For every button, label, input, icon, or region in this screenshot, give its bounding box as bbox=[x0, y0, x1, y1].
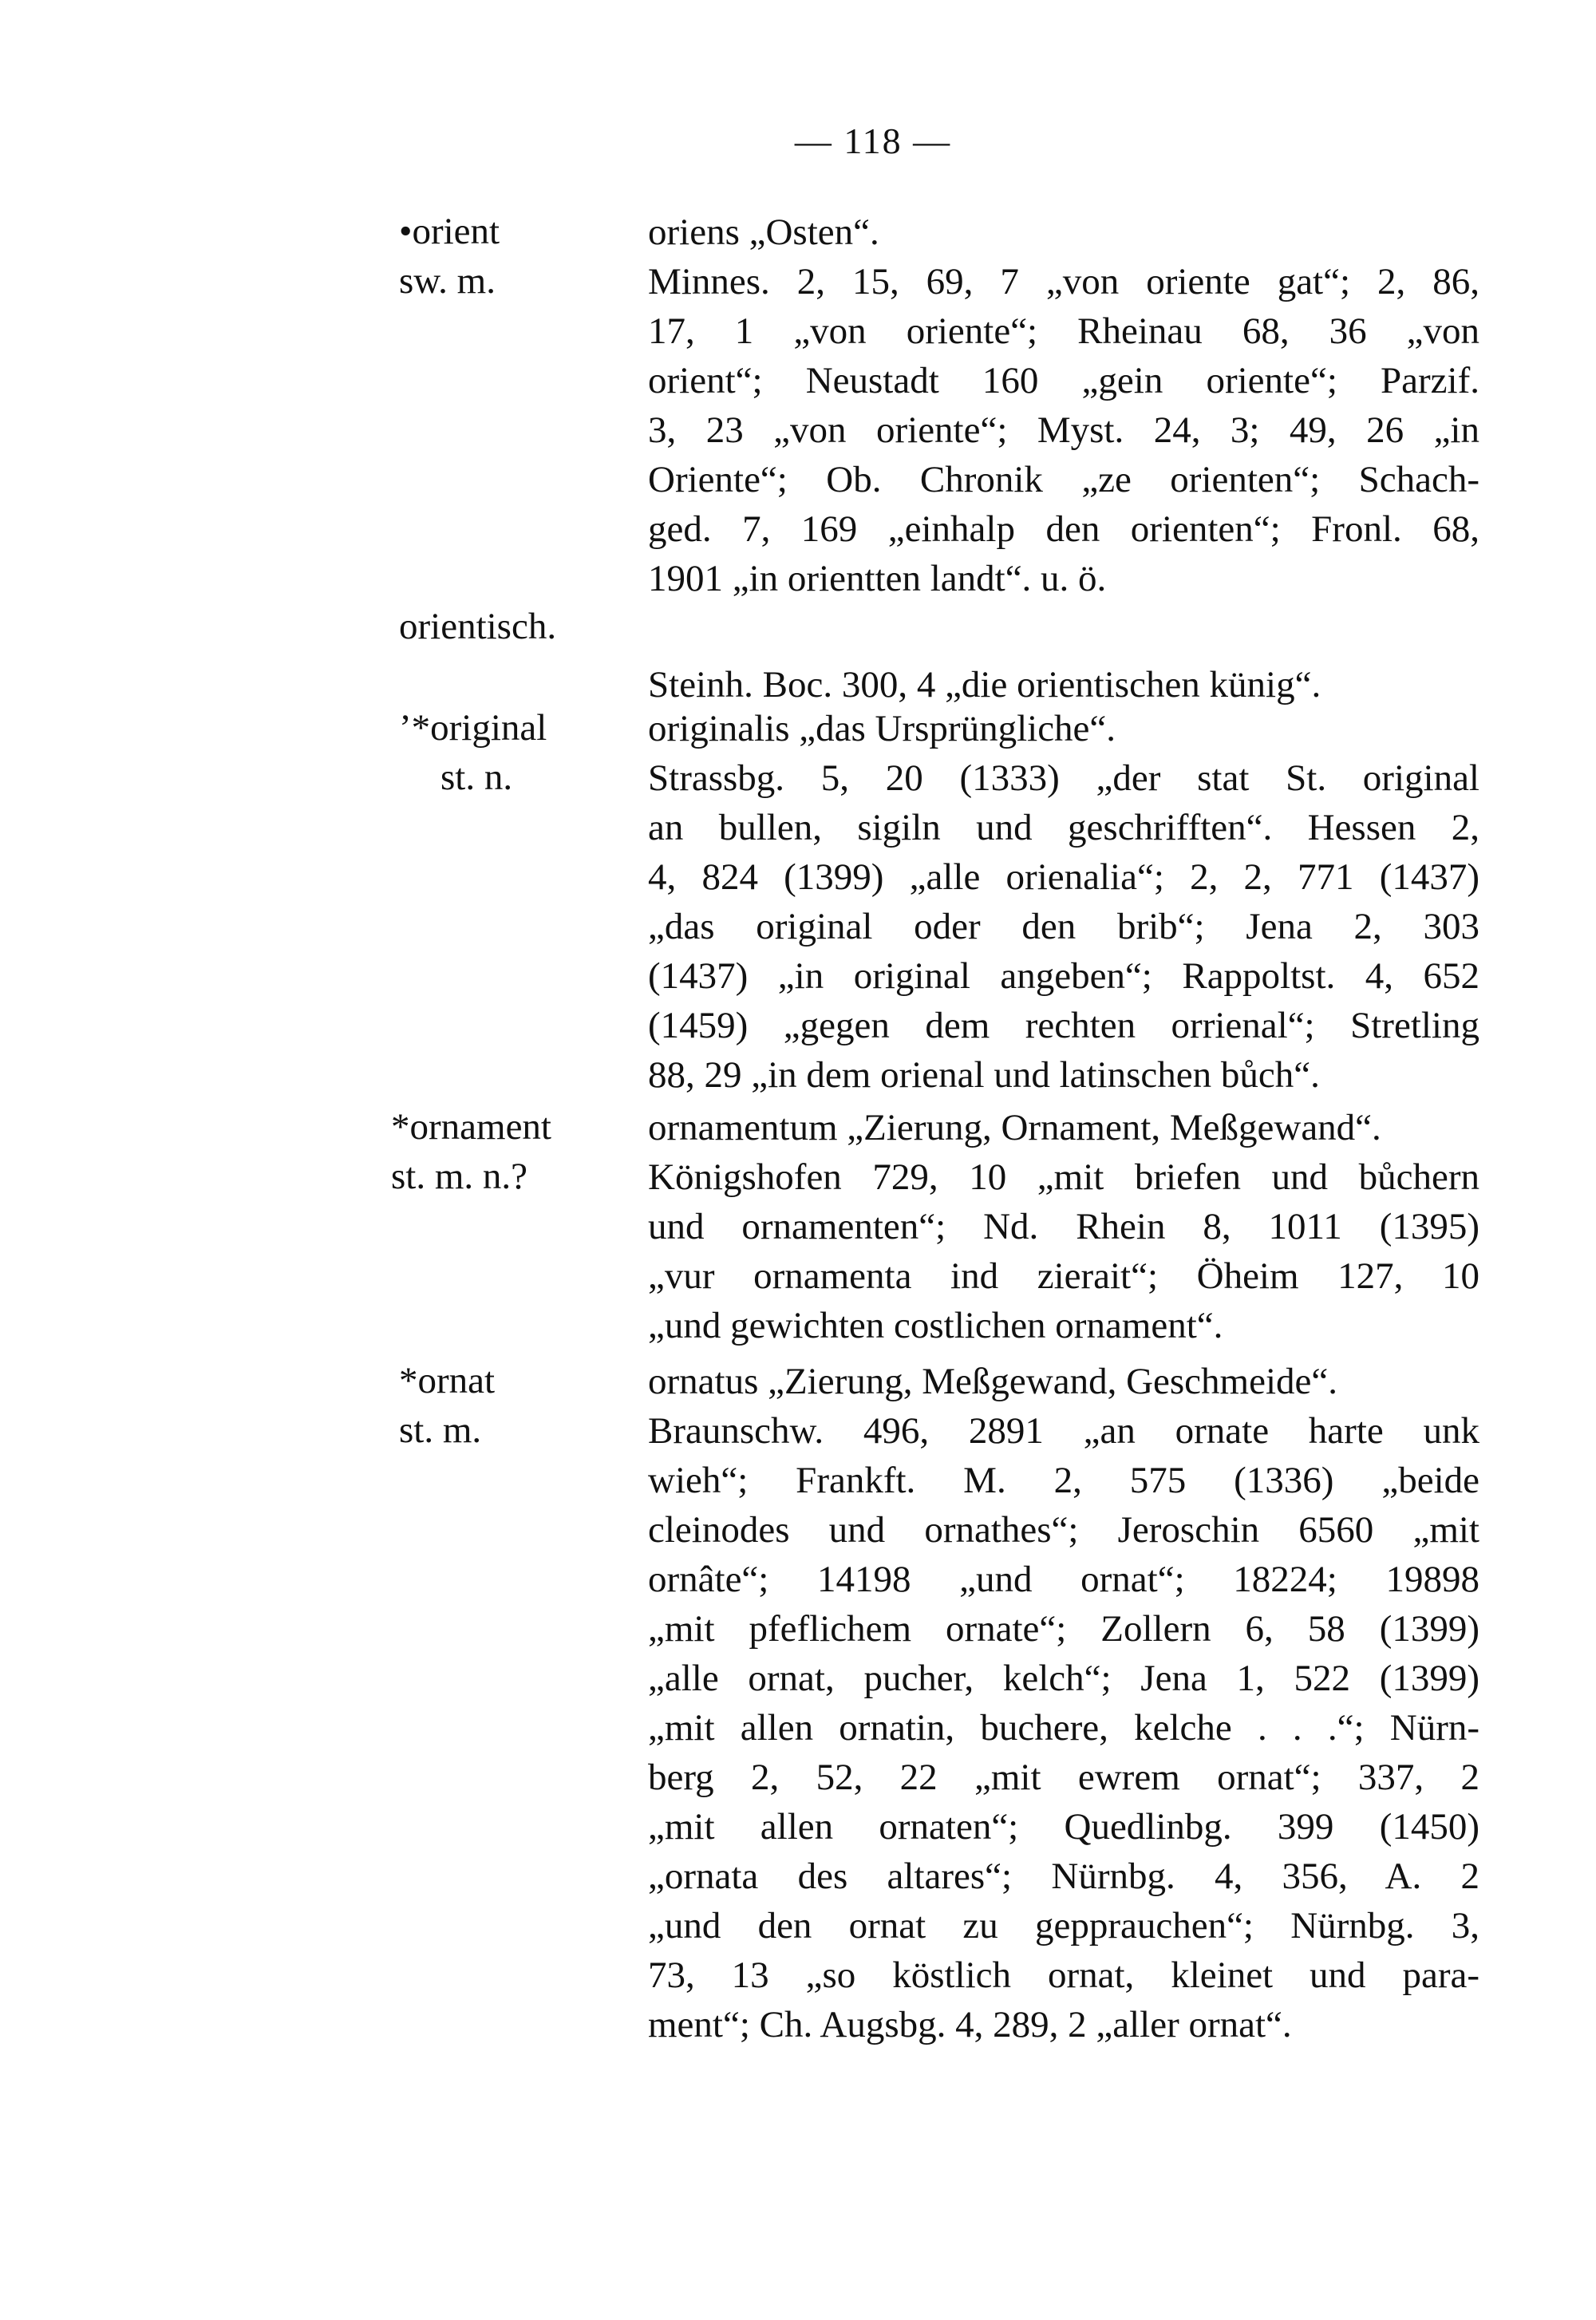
entry-text-line: und ornamenten“; Nd. Rhein 8, 1011 (1395) bbox=[648, 1206, 1479, 1247]
entry-text-line: „mit allen ornatin, buchere, kelche . . .“; Nürn- bbox=[648, 1707, 1479, 1749]
entry-lemma: st. m. n.? bbox=[391, 1156, 528, 1197]
entry-text-line: berg 2, 52, 22 „mit ewrem ornat“; 337, 2 bbox=[648, 1757, 1479, 1798]
entry-text-line: 4, 824 (1399) „alle orienalia“; 2, 2, 771 (1437) bbox=[648, 856, 1479, 898]
entry-text-line: ornâte“; 14198 „und ornat“; 18224; 19898 bbox=[648, 1559, 1479, 1600]
entry-text-line: (1459) „gegen dem rechten orrienal“; Stretling bbox=[648, 1005, 1479, 1046]
entry-text-line: Braunschw. 496, 2891 „an ornate harte unk bbox=[648, 1410, 1479, 1452]
entry-text-line: orient“; Neustadt 160 „gein oriente“; Parzif. bbox=[648, 360, 1479, 401]
entry-text-line: 73, 13 „so köstlich ornat, kleinet und para- bbox=[648, 1954, 1479, 1996]
entry-text-line: ment“; Ch. Augsbg. 4, 289, 2 „aller ornat“. bbox=[648, 2004, 1292, 2045]
entry-text-line: 1901 „in orientten landt“. u. ö. bbox=[648, 558, 1107, 599]
entry-lemma: sw. m. bbox=[399, 260, 496, 302]
entry-text-line: „und gewichten costlichen ornament“. bbox=[648, 1305, 1223, 1346]
entry-text-line: „mit pfeflichem ornate“; Zollern 6, 58 (1399) bbox=[648, 1608, 1479, 1650]
entry-text-line: (1437) „in original angeben“; Rappoltst. 4, 652 bbox=[648, 955, 1479, 997]
entry-lemma: st. n. bbox=[440, 757, 513, 798]
entry-text-line: cleinodes und ornathes“; Jeroschin 6560 „mit bbox=[648, 1509, 1479, 1551]
entry-lemma: orientisch. bbox=[399, 606, 557, 647]
entry-text-line: Königshofen 729, 10 „mit briefen und bůchern bbox=[648, 1156, 1479, 1198]
entry-text-line: Strassbg. 5, 20 (1333) „der stat St. original bbox=[648, 757, 1479, 799]
entry-text-line: „ornata des altares“; Nürnbg. 4, 356, A. 2 bbox=[648, 1856, 1479, 1897]
entry-text-line: ornamentum „Zierung, Ornament, Meßgewand“. bbox=[648, 1107, 1381, 1148]
entry-text-line: „alle ornat, pucher, kelch“; Jena 1, 522 (1399) bbox=[648, 1658, 1479, 1699]
entry-text-line: „und den ornat zu gepprauchen“; Nürnbg. 3, bbox=[648, 1905, 1479, 1947]
entry-lemma: *ornament bbox=[391, 1106, 551, 1148]
entry-text-line: 88, 29 „in dem orienal und latinschen bůch“. bbox=[648, 1054, 1320, 1096]
entry-text-line: „vur ornamenta ind zierait“; Öheim 127, 10 bbox=[648, 1255, 1479, 1297]
entry-text-line: Steinh. Boc. 300, 4 „die orientischen künig“. bbox=[648, 664, 1321, 705]
entry-text-line: oriens „Osten“. bbox=[648, 211, 879, 253]
entry-text-line: Oriente“; Ob. Chronik „ze orienten“; Schach- bbox=[648, 459, 1479, 500]
entry-text-line: originalis „das Ursprüngliche“. bbox=[648, 708, 1116, 749]
entry-text-line: „mit allen ornaten“; Quedlinbg. 399 (1450) bbox=[648, 1806, 1479, 1848]
entry-text-line: 3, 23 „von oriente“; Myst. 24, 3; 49, 26 „in bbox=[648, 409, 1479, 451]
entry-text-line: ged. 7, 169 „einhalp den orienten“; Fronl. 68, bbox=[648, 508, 1479, 550]
entry-text-line: ornatus „Zierung, Meßgewand, Geschmeide“. bbox=[648, 1361, 1337, 1402]
entry-lemma: *ornat bbox=[399, 1360, 496, 1401]
entry-text-line: 17, 1 „von oriente“; Rheinau 68, 36 „von bbox=[648, 310, 1479, 352]
entry-text-line: „das original oder den brib“; Jena 2, 303 bbox=[648, 906, 1479, 947]
entry-lemma: ’*original bbox=[399, 707, 547, 749]
entry-lemma: st. m. bbox=[399, 1409, 482, 1451]
entry-text-line: wieh“; Frankft. M. 2, 575 (1336) „beide bbox=[648, 1460, 1479, 1501]
page-number: — 118 — bbox=[794, 121, 952, 161]
entry-text-line: Minnes. 2, 15, 69, 7 „von oriente gat“; 2, 86, bbox=[648, 261, 1479, 302]
entry-text-line: an bullen, sigiln und geschrifften“. Hessen 2, bbox=[648, 807, 1479, 848]
entry-lemma: •orient bbox=[399, 211, 500, 252]
